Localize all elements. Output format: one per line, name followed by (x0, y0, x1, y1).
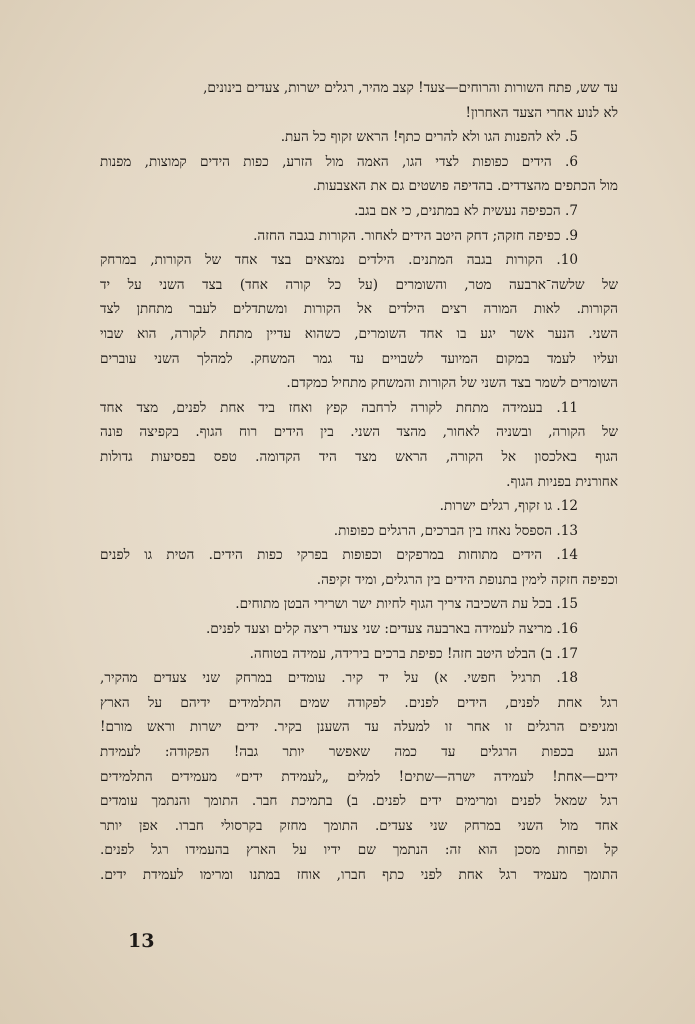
text-line: הגוף באלכסון אל הקורה, הראש מצד היד הקדומה. טפס בפסיעות גדולות (100, 448, 618, 465)
text-line: ומניפים הרגלים זו אחר זו למעלה עד השענן בקיר. ידים ישרות וראש מורם! (100, 719, 618, 736)
text-line: של שלשה־ארבעה מטר, והשומרים (על כל קורה אחד) בצד השני על יד (100, 276, 618, 293)
text-line: אחד מול השני במרחק שני צעדים. התומך מחזק בקרסולי חברו. אפן יותר (100, 817, 618, 834)
text-line: רגל אחת לפנים, הידים לפנים. לפקודה שמים התלמידים ידיהם על הארץ (100, 694, 618, 711)
page-number: 13 (128, 930, 155, 952)
text-line: ידים—אחת! לעמידה ישרה—שתים! למלים „לעמידת ידים״ מעמידים התלמידים (100, 768, 618, 785)
text-line: הקורות. לאות המורה רצים הילדים אל הקורות ומשתדלים לעבר מתחתן לצד (100, 301, 618, 318)
text-line: עד שש, פתח השורות והרוחים—צעד! קצב מהיר, רגלים ישרות, צעדים בינונים, (203, 80, 618, 96)
text-line: 15. בכל עת השכיבה צריך הגוף לחיות ישר ושרירי הבטן מתוחים. (235, 596, 578, 613)
text-line: 6. הידים כפופות לצדי הגו, האמה מול הזרע, כפות הידים קמוצות, מפנות (100, 153, 578, 170)
text-line: ועליו לעמד במקום המיועד לשבויים עד גמר המשחק. למהלך השני עוברים (100, 350, 618, 367)
text-line: קל ופחות מסכן הוא זה: הנתמך שם ידיו על הארץ בהעמידו רגל לפנים. (100, 842, 618, 859)
text-line: 9. כפיפה חזקה; דחק היטב הידים לאחור. הקורות בגבה החזה. (253, 227, 578, 244)
text-line: רגל שמאל לפנים ומרימים ידים לפנים. ב) בתמיכת חבר. התומך והנתמך עומדים (100, 793, 618, 810)
text-line: לא לנוע אחרי הצעד האחרון! (465, 104, 618, 121)
text-line: התומך מעמיד רגל אחת לפני כתף חברו, אוחז במתנו ומרימו לעמידת ידים. (100, 867, 618, 883)
text-line: וכפיפה חזקה לימין בתנופת הידים בין הרגלים, ומיד זקיפה. (316, 571, 618, 588)
text-line: 5. לא להפנות הגו ולא להרים כתף! הראש זקוף כל העת. (280, 129, 578, 146)
text-line: אחורנית בפניות הגוף. (506, 473, 618, 490)
text-line: 12. גו זקוף, רגלים ישרות. (439, 498, 578, 515)
text-line: 11. בעמידה מתחת לקורה לרחבה קפץ ואחז ביד אחת לפנים, מצד אחד (100, 399, 578, 416)
text-line: 17. ב) הבלט היטב חזה! כפיפת ברכים בירידה, עמידה בטוחה. (249, 645, 578, 662)
text-line: השני. הנער אשר יגע בו אחד השומרים, כשהוא עדיין מתחת לקורה, הוא שבוי (100, 325, 618, 342)
text-line: 10. הקורות בגבה המתנים. הילדים נמצאים בצד אחד של הקורות, במרחק (100, 252, 578, 269)
text-line: השומרים לשמר בצד השני של הקורות והמשחק מתחיל כמקדם. (286, 375, 618, 392)
text-line: 13. הספסל נאחז בין הברכים, הרגלים כפופות. (333, 522, 578, 539)
text-line: 14. הידים מתוחות במרפקים וכפופות בפרקי כפות הידים. הטית גו לפנים (100, 547, 578, 564)
text-line: מול הכתפים מהצדדים. בהדיפה פושטים גם את האצבעות. (312, 178, 618, 195)
text-line: של הקורה, ובשניה לאחור, מהצד השני. בין הידים רוח הגוף. בקפיצה פונה (100, 424, 618, 441)
text-line: הגע בכפות הרגלים עד כמה שאפשר יותר גבה! הפקודה: לעמידת (100, 744, 618, 761)
text-line: 7. הכפיפה נעשית לא במתנים, כי אם בגב. (354, 202, 578, 219)
text-line: 16. מריצה לעמידה בארבעה צעדים: שני צעדי ריצה קלים וצעד לפנים. (205, 621, 578, 638)
page-text (100, 76, 618, 888)
text-line: 18. תרגיל חפשי. א) על יד קיר. עומדים במרחק שני צעדים מהקיר, (100, 670, 578, 687)
